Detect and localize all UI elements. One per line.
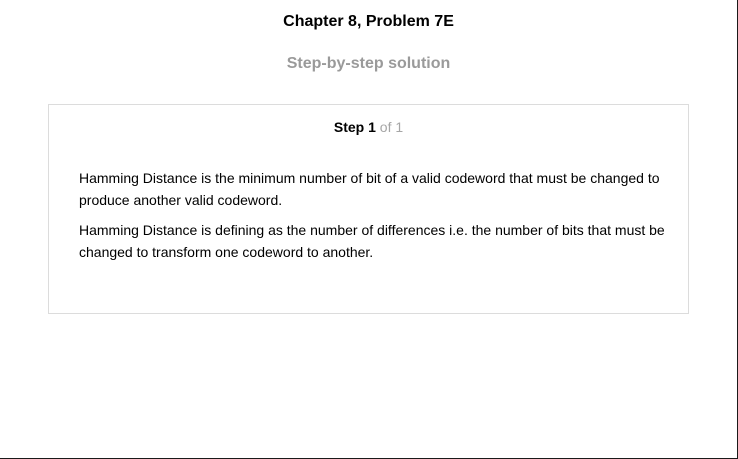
page-title: Chapter 8, Problem 7E <box>283 13 454 30</box>
step-header <box>49 119 688 135</box>
solution-subtitle: Step-by-step solution <box>286 55 451 72</box>
step-content <box>79 167 669 271</box>
step-paragraph: Hamming Distance is the minimum number of bit of a valid codeword that must be changed to produce another valid codeword. <box>79 170 660 208</box>
step-label: Step <box>333 119 365 135</box>
step-number: 1 <box>368 119 376 135</box>
step-card <box>48 104 689 314</box>
step-total: of 1 <box>379 119 404 135</box>
step-paragraph: Hamming Distance is defining as the number of differences i.e. the number of bits that must be changed to transform one codeword to another. <box>79 222 665 260</box>
